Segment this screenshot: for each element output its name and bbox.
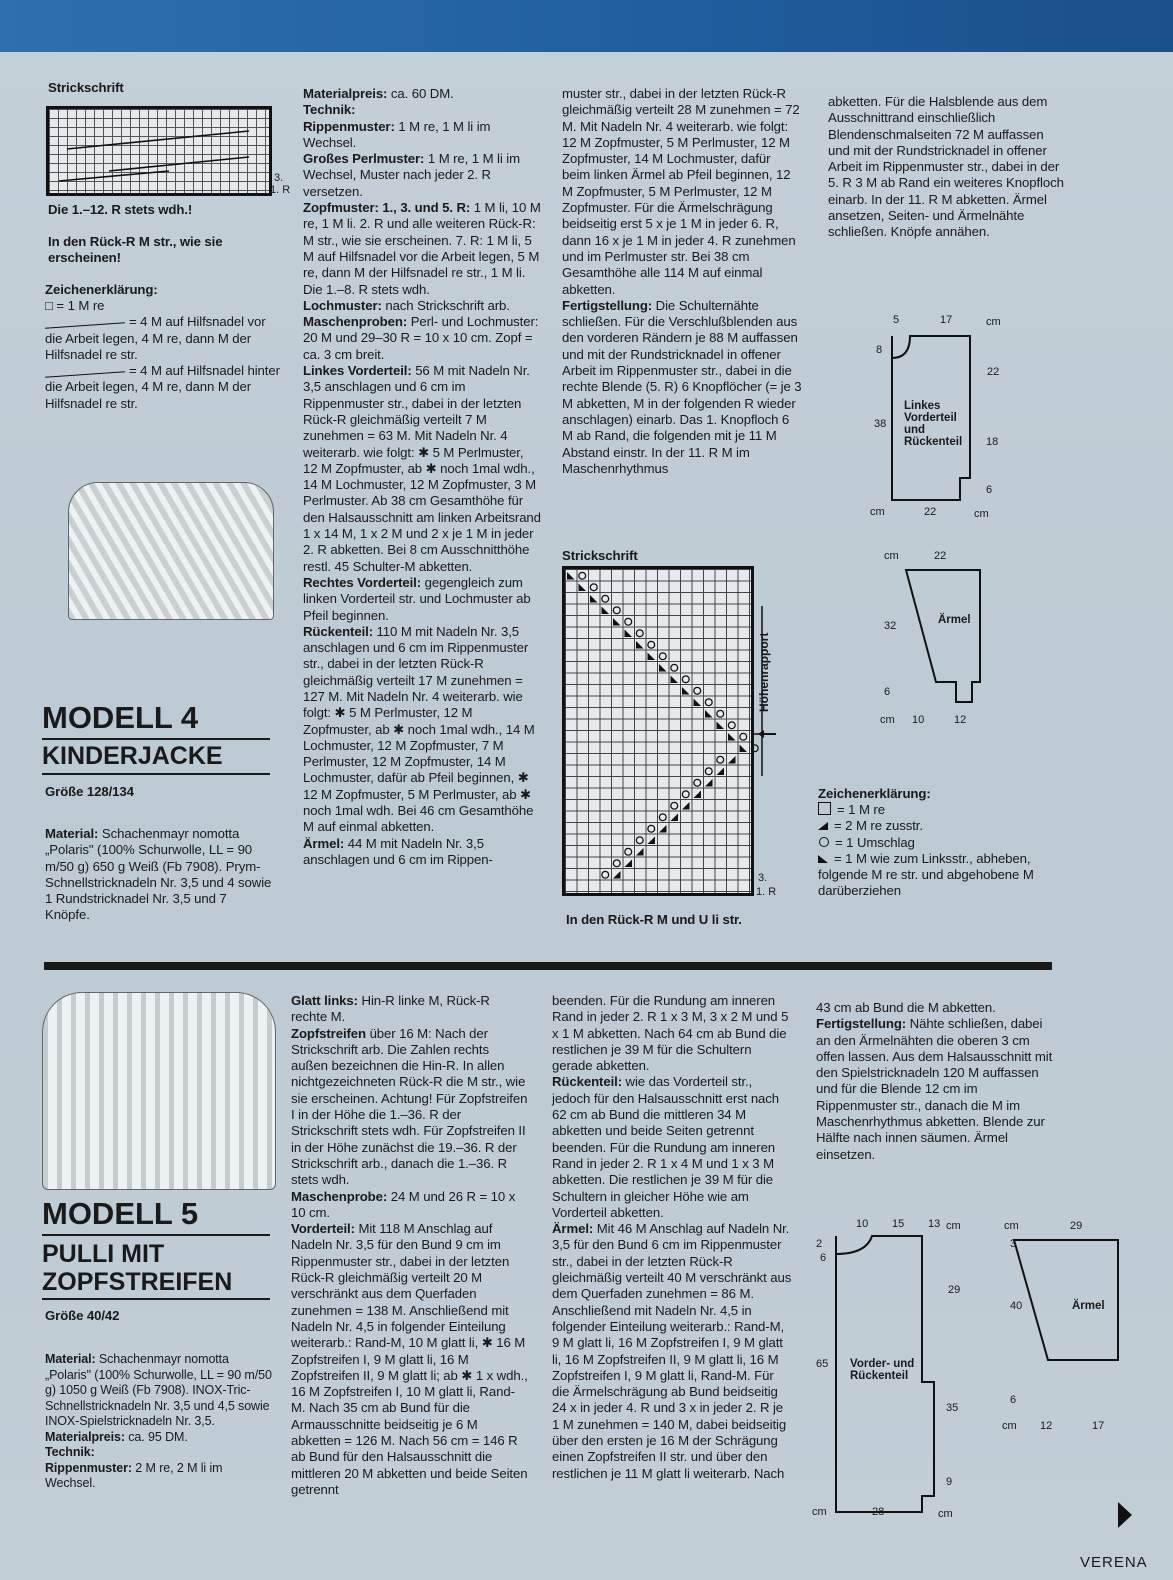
modell4-text-col3 [562, 86, 802, 477]
yarn-over-symbol [694, 687, 701, 694]
paragraph: beenden. Für die Rundung am inneren Rand in jeder 2. R 1 x 3 M, 3 x 2 M und 5 x 1 M abketten. Nach 64 cm ab Bund die restlichen je 39 M für die Schultern gerade abketten. [552, 993, 789, 1074]
paragraph: Vorderteil: Mit 118 M Anschlag auf Nadeln Nr. 3,5 für den Bund 9 cm im Rippenmuster str., dabei in der letzten Rück-R gleichmäßig verteilt 20 M verschränkt aus dem Querfaden zunehmen = 138 M. Anschließend mit Nadeln Nr. 4,5 in folgender Einteilung weiterarb.: Rand-M, 10 M glatt li, ✱ 16 M Zopfstreifen I, 9 M glatt li, 16 M Zopfstreifen II, 9 M glatt li; ab ✱ 1 x wdh., 16 M Zopfstreifen I, 10 M glatt li, Rand-M. Nach 35 cm ab Bund für die Armausschnitte beidseitig je 6 M abketten = 126 M. Nach 56 cm = 146 R ab Bund für den Halsausschnitt die mittleren 20 M abketten und beide Seiten getrennt [291, 1221, 528, 1497]
legend-item: = 2 M re zusstr. [818, 818, 1058, 834]
zeichen-item: = 4 M auf Hilfsnadel vor die Arbeit legen, 4 M re, dann M der Hilfsnadel re str. [45, 314, 266, 362]
modell5-text-col3 [552, 993, 792, 1482]
yarn-over-symbol [717, 710, 724, 717]
decrease-symbol [602, 607, 610, 615]
decrease-symbol [590, 595, 598, 603]
dim: 10 [856, 1218, 869, 1230]
dim: 65 [816, 1358, 829, 1370]
decrease-symbol [705, 779, 713, 787]
cable-lines [49, 109, 269, 193]
yarn-over-symbol [636, 837, 643, 844]
decrease-symbol [613, 871, 621, 879]
decrease-symbol [694, 791, 702, 799]
decrease-symbol [613, 618, 621, 626]
rueck-note: In den Rück-R M str., wie sie erscheinen! [48, 234, 223, 266]
pulli-illustration [42, 992, 276, 1190]
title-rule [42, 773, 270, 775]
decrease-symbol [705, 710, 713, 718]
modell5-subtitle-1: PULLI MIT [42, 1240, 165, 1268]
chart1-caption: Die 1.–12. R stets wdh.! [48, 202, 193, 217]
chart2-row-3: 3. [758, 872, 768, 884]
dim: cm [946, 1220, 961, 1232]
section-divider [44, 962, 1052, 970]
title-rule [42, 738, 270, 740]
paragraph: Materialpreis: ca. 60 DM. [303, 86, 454, 101]
dim: 10 [912, 714, 925, 726]
dim: 40 [1010, 1300, 1023, 1312]
decrease-symbol [682, 687, 690, 695]
dim: cm [884, 550, 899, 562]
decrease-symbol [648, 837, 656, 845]
paragraph: Lochmuster: nach Strickschrift arb. [303, 297, 510, 313]
paragraph: Fertigstellung: Nähte schließen, dabei an den Ärmelnähten die oberen 3 cm offen lassen. Aus dem Halsausschnitt mit den Spielstricknadeln 120 M auffassen und für die Blende 12 cm im Rippenmuster str., danach die M im Maschenrhythmus abketten. Blende zur Hälfte nach innen säumen. Ärmel einsetzen. [816, 1016, 1053, 1162]
legend-item: = 1 Umschlag [818, 835, 1058, 851]
yarn-over-symbol [636, 630, 643, 637]
paragraph: Großes Perlmuster: 1 M re, 1 M li im Wechsel, Muster nach jeder 2. R versetzen. [303, 151, 520, 199]
decrease-symbol [636, 641, 644, 649]
decrease-symbol [728, 756, 736, 764]
paragraph: Linkes Vorderteil: 56 M mit Nadeln Nr. 3,5 anschlagen und 6 cm im Rippenmuster str., dabei in der letzten Rück-R gleichmäßig verteilt 7 M zunehmen = 63 M. Mit Nadeln Nr. 4 weiterarb. wie folgt: ✱ 5 M Perlmuster, 12 M Zopfmuster, ab ✱ noch 1mal wdh., 14 M Lochmuster, 12 M Zopfmuster, 3 M Perlmuster. Ab 38 cm Gesamthöhe für den Halsausschnitt am linken Arbeitsrand 1 x 14 M, 1 x 2 M und 2 x je 1 M in jeder 2. R abketten. Bei 8 cm Ausschnitthöhe restl. 45 Schulter-M abketten. [303, 363, 541, 574]
dim: cm [880, 714, 895, 726]
yarn-over-symbol [682, 791, 689, 798]
decrease-symbol [579, 584, 587, 592]
paragraph: 43 cm ab Bund die M abketten. [816, 1000, 996, 1015]
dim: 17 [1092, 1420, 1105, 1432]
dim: 22 [987, 366, 1000, 378]
schnitt-aermel-4 [900, 566, 1000, 716]
yarn-over-symbol [728, 722, 735, 729]
hoehenrapport-label: Höhenrapport [757, 632, 771, 712]
dim: cm [974, 508, 989, 520]
title-rule [42, 1234, 270, 1236]
dim: 6 [986, 484, 993, 496]
dim: 6 [820, 1252, 827, 1264]
dim: 17 [940, 314, 953, 326]
paragraph: Zopfmuster: 1., 3. und 5. R: 1 M li, 10 M re, 1 M li. 2. R und alle weiteren Rück-R: M str., wie sie erscheinen. 7. R: 1 M li, 5 M auf Hilfsnadel vor die Arbeit legen, 5 M re, dann M der Hilfsnadel re str., 1 M li. Die 1.–8. R stets wdh. [303, 200, 541, 297]
continue-arrow-icon [1118, 1502, 1132, 1528]
dim: 12 [1040, 1420, 1053, 1432]
dim: cm [812, 1506, 827, 1518]
paragraph: Zopfstreifen über 16 M: Nach der Strickschrift arb. Die Zahlen rechts außen bezeichnen die Hin-R. In allen nichtgezeichneten Rück-R die M str., wie sie erscheinen. Achtung! Für Zopfstreifen I in der Höhe die 1.–36. R der Strickschrift stets wdh. Für Zopfstreifen II in der Höhe zunächst die 19.–36. R der Strickschrift arb., danach die 1.–36. R stets wdh. [291, 1025, 528, 1188]
paragraph: Ärmel: 44 M mit Nadeln Nr. 3,5 anschlagen und 6 cm im Rippen- [303, 835, 493, 867]
yarn-over-symbol [659, 653, 666, 660]
strickschrift-2-title: Strickschrift [562, 548, 638, 563]
decrease-symbol [682, 802, 690, 810]
dim: 28 [872, 1506, 885, 1518]
yarn-over-symbol [671, 802, 678, 809]
paragraph: Rückenteil: wie das Vorderteil str., jedoch für den Halsausschnitt erst nach 62 cm ab Bund die mittleren 34 M abketten und beide Seiten getrennt beenden. Für die Rundung am inneren Rand in jeder 2. R 1 x 4 M und 1 x 3 M abketten. Die restlichen je 39 M für die Schultern in gleicher Höhe wie am Vorderteil abketten. [552, 1074, 780, 1220]
decrease-symbol [659, 825, 667, 833]
decrease-symbol [636, 848, 644, 856]
zeichen-title-1: Zeichenerklärung: [45, 282, 158, 297]
dim: 13 [928, 1218, 941, 1230]
yarn-over-symbol [613, 860, 620, 867]
schnitt-label: Ärmel [938, 614, 971, 626]
paragraph: Technik: [45, 1445, 95, 1459]
dim: 12 [954, 714, 967, 726]
paragraph: Material: Schachenmayr nomotta „Polaris" (100% Schurwolle, LL = 90 m/50 g) 1050 g Weiß (Fb 7908). INOX-Tric-Schnellstricknadeln Nr. 3,5 und 4,5 sowie INOX-Spielstricknadeln Nr. 3,5. [45, 1352, 272, 1428]
yarn-over-symbol [682, 676, 689, 683]
decrease-symbol [671, 814, 679, 822]
yarn-over-symbol [590, 584, 597, 591]
strickschrift-1-title: Strickschrift [48, 80, 124, 95]
decrease-symbol [567, 572, 575, 580]
yarn-over-symbol [579, 572, 586, 579]
dim: 3 [1010, 1238, 1017, 1250]
paragraph: Rippenmuster: 2 M re, 2 M li im Wechsel. [45, 1460, 223, 1490]
dim: cm [938, 1508, 953, 1520]
chart1-row-1: 1. R [270, 184, 291, 196]
yarn-over-symbol [705, 768, 712, 775]
dim: 8 [876, 344, 883, 356]
modell5-text-col2 [291, 993, 529, 1498]
chart1-row-3: 3. [274, 172, 284, 184]
paragraph: Glatt links: Hin-R linke M, Rück-R rechte M. [291, 993, 490, 1025]
dim: cm [1004, 1220, 1019, 1232]
decrease-symbol [728, 733, 736, 741]
decrease-symbol [717, 722, 725, 730]
dim: 29 [1070, 1220, 1083, 1232]
paragraph: Rippenmuster: 1 M re, 1 M li im Wechsel. [303, 118, 491, 150]
schnitt-aermel-5 [1012, 1236, 1122, 1376]
yarn-over-symbol [648, 641, 655, 648]
dim: 22 [924, 506, 937, 518]
legend-item: = 1 M wie zum Linksstr., abheben, folgende M re str. und abgehobene M darüberziehen [818, 850, 1034, 899]
paragraph: Rückenteil: 110 M mit Nadeln Nr. 3,5 anschlagen und 6 cm im Rippenmuster str., dabei in der letzten Rück-R gleichmäßig verteilt 17 M zunehmen = 127 M. Mit Nadeln Nr. 4 weiterarb. wie folgt: ✱ 5 M Perlmuster, 12 M Zopfmuster, ab ✱ noch 1mal wdh., 14 M Lochmuster, 12 M Zopfmuster, 7 M Perlmuster, 12 M Zopfmuster, 14 M Lochmuster, dafür ab Pfeil beginnen, ✱ 12 M Zopfmuster, 5 M Perlmuster, ab ✱ noch 1mal wdh. Bei 46 cm Gesamthöhe M auf einmal abketten. [303, 623, 535, 835]
paragraph: Maschenprobe: 24 M und 26 R = 10 x 10 cm. [291, 1188, 516, 1220]
yarn-over-symbol [740, 733, 747, 740]
yarn-over-symbol [648, 825, 655, 832]
yarn-over-symbol [671, 664, 678, 671]
paragraph: Rechtes Vorderteil: gegengleich zum linken Vorderteil str. und Lochmuster ab Pfeil beginnen. [303, 574, 531, 623]
modell5-size: Größe 40/42 [45, 1308, 120, 1323]
dim: 15 [892, 1218, 905, 1230]
yarn-over-symbol [705, 699, 712, 706]
paragraph: muster str., dabei in der letzten Rück-R gleichmäßig verteilt 28 M zunehmen = 72 M. Mit Nadeln Nr. 4 weiterarb. wie folgt: 12 M Zopfmuster, 5 M Perlmuster, 12 M Zopfmuster, 14 M Lochmuster, dafür beim linken Ärmel ab Pfeil beginnen, 12 M Zopfmuster, 5 M Perlmuster, 12 M Zopfmuster. Für die Ärmelschrägung beidseitig erst 5 x je 1 M in jeder 6. R, dann 16 x je 1 M in jeder 4. R zunehmen und im Perlmuster str. Bei 38 cm Gesamthöhe alle 114 M auf einmal abketten. [562, 86, 800, 297]
modell4-text-col2 [303, 86, 541, 868]
zeichen-title-2: Zeichenerklärung: [818, 786, 931, 801]
dim: 9 [946, 1476, 953, 1488]
strickschrift-1-chart [46, 106, 272, 196]
decrease-symbol [717, 768, 725, 776]
legend-item: = 1 M re [818, 802, 1058, 818]
chart2-caption: In den Rück-R M und U li str. [566, 912, 742, 927]
footer-brand: VERENA [1080, 1554, 1148, 1571]
strickschrift-2-chart [562, 566, 754, 896]
paragraph: Technik: [303, 102, 356, 118]
dim: cm [1002, 1420, 1017, 1432]
modell5-text-col4 [816, 1000, 1054, 1163]
decrease-symbol [648, 653, 656, 661]
legend-list [818, 802, 1058, 900]
decrease-symbol [625, 630, 633, 638]
dim: 2 [816, 1238, 823, 1250]
dim: 35 [946, 1402, 959, 1414]
yarn-over-symbol [694, 779, 701, 786]
dim: 6 [884, 686, 891, 698]
yarn-over-symbol [625, 848, 632, 855]
lace-pattern-symbols [565, 569, 751, 893]
dim: 22 [934, 550, 947, 562]
kinderjacke-illustration [68, 482, 274, 620]
schnitt-label: Ärmel [1072, 1300, 1105, 1312]
paragraph: Maschenproben: Perl- und Lochmuster: 20 M und 29–30 R = 10 x 10 cm. Zopf = ca. 3 cm breit. [303, 314, 539, 362]
paragraph: Fertigstellung: Die Schulternähte schließen. Für die Verschlußblenden aus den vorderen Rändern je 88 M auffassen und mit der Rundstricknadel in offener Arbeit im Rippenmuster str., dabei in die rechte Blende (5. R) 6 Knopflöcher (= je 3 M abketten, M in der folgenden R wieder anschlagen) einarb. Das 1. Knopfloch 6 M ab Rand, die folgenden mit je 11 M Abstand einstr. In der 11. R M im Maschenrhythmus [562, 297, 802, 476]
modell4-size: Größe 128/134 [45, 784, 134, 799]
paragraph: Materialpreis: ca. 95 DM. [45, 1429, 188, 1444]
yarn-over-symbol [625, 618, 632, 625]
header-color-band [0, 0, 1173, 52]
dim: cm [870, 506, 885, 518]
decrease-symbol [671, 676, 679, 684]
zeichen-list-1 [45, 298, 280, 412]
dim: 38 [874, 418, 887, 430]
decrease-symbol [659, 664, 667, 672]
paragraph: Ärmel: Mit 46 M Anschlag auf Nadeln Nr. 3,5 für den Bund 6 cm im Rippenmuster str., dabei in der letzten Rück-R gleichmäßig verteilt 40 M verschränkt aus dem Querfaden zunehmen = 86 M. Anschließend mit Nadeln Nr. 4,5 in folgender Einteilung weiterarb.: Rand-M, 9 M glatt li, 16 M Zopfstreifen I, 9 M glatt li, 16 M Zopfstreifen II, 9 M glatt li, 16 M Zopfstreifen I, 9 M glatt li, Rand-M. Für die Ärmelschrägung ab Bund beidseitig 24 x in jeder 4. R und 3 x in jeder 2. R je 1 M zunehmen = 140 M, dabei beidseitig über den ersten je 16 M der Schrägung einen Zopfstreifen II str. und über den restlichen je 11 M glatt li weiterarb. Nach [552, 1221, 792, 1481]
dim: 5 [893, 314, 900, 326]
decrease-symbol [694, 699, 702, 707]
modell5-subtitle-2: ZOPFSTREIFEN [42, 1268, 233, 1296]
dim: 29 [948, 1284, 961, 1296]
modell4-title: MODELL 4 [42, 700, 199, 735]
dim: cm [986, 316, 1001, 328]
zeichen-item: □ = 1 M re [45, 298, 105, 313]
decrease-symbol [625, 860, 633, 868]
rapport-bracket [754, 606, 784, 776]
modell5-material [45, 1352, 273, 1492]
schnitt-label: Linkes Vorderteil und Rückenteil [904, 400, 963, 448]
modell5-title: MODELL 5 [42, 1196, 199, 1231]
title-rule [42, 1298, 270, 1300]
dim: 6 [1010, 1394, 1017, 1406]
chart2-row-1: 1. R [756, 886, 777, 898]
modell4-subtitle: KINDERJACKE [42, 742, 223, 770]
yarn-over-symbol [602, 595, 609, 602]
modell4-material: Material: Schachenmayr nomotta „Polaris" (100% Schurwolle, LL = 90 m/50 g) 650 g Weiß (Fb 7908). Prym-Schnellstricknadeln Nr. 3,5 und 4 sowie 1 Rundstricknadel Nr. 3,5 und 7 Knöpfe. [45, 826, 272, 923]
yarn-over-symbol [717, 756, 724, 763]
dim: 32 [884, 620, 897, 632]
yarn-over-symbol [602, 871, 609, 878]
yarn-over-symbol [659, 814, 666, 821]
modell4-text-col4: abketten. Für die Halsblende aus dem Ausschnittrand einschließlich Blendenschmalseiten 72 M auffassen und mit der Rundstricknadel in offener Arbeit im Rippenmuster str., dabei in der 5. R 3 M ab Rand ein weiteres Knopfloch einarb. In der 11. R M abketten. Ärmel ansetzen, Seiten- und Ärmelnähte schließen. Knöpfe annähen. [828, 94, 1064, 240]
schnitt-label: Vorder- und Rückenteil [850, 1358, 915, 1382]
yarn-over-symbol [613, 607, 620, 614]
dim: 18 [986, 436, 999, 448]
decrease-symbol [740, 745, 748, 753]
zeichen-item: = 4 M auf Hilfsnadel hinter die Arbeit legen, 4 M re, dann M der Hilfsnadel re str. [45, 363, 280, 411]
